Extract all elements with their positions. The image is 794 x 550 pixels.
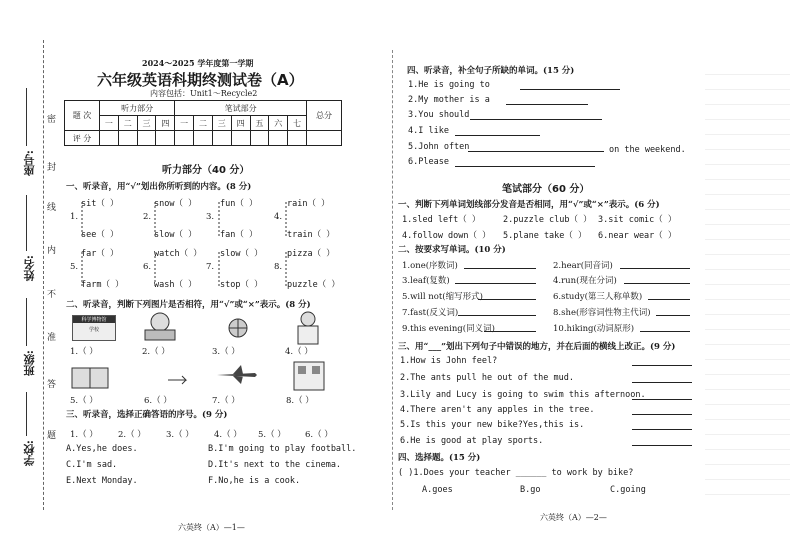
q4-blank[interactable] — [468, 151, 604, 152]
q1-option[interactable]: wash（ ） — [154, 280, 197, 290]
q1-option[interactable]: fun（ ） — [220, 199, 258, 209]
q1-option[interactable]: see（ ） — [81, 230, 119, 240]
score-cell[interactable] — [231, 131, 250, 146]
q3-option: C.I'm sad. — [66, 460, 118, 470]
w3-item: 6.He is good at play sports. — [400, 436, 544, 446]
w4-question[interactable]: ( )1.Does your teacher ______ to work by bike? — [398, 468, 634, 478]
score-cell[interactable] — [137, 131, 156, 146]
q1-option[interactable]: watch（ ） — [154, 249, 202, 259]
q1-option[interactable]: stop（ ） — [220, 280, 263, 290]
w2-item: 7.fast(反义词) — [402, 308, 459, 318]
seal-char: 准 — [47, 333, 57, 343]
q1-option[interactable]: sit（ ） — [81, 199, 119, 209]
w3-instruction: 三、用“___”划出下列句子中错误的地方，并在后面的横线上改正。(9 分) — [398, 342, 676, 352]
museum-picture — [72, 315, 116, 341]
q1-option[interactable]: slow（ ） — [220, 249, 263, 259]
w4-option[interactable]: B.go — [520, 485, 541, 495]
q1-num: 7. — [206, 262, 215, 272]
seal-char: 不 — [47, 290, 57, 300]
w2-item: 5.will not(缩写形式) — [402, 292, 483, 302]
q3-blank[interactable]: 2.（ ） — [118, 430, 146, 440]
score-table-header: 题 次 — [65, 101, 100, 131]
q4-blank[interactable] — [470, 119, 602, 120]
q3-blank[interactable]: 3.（ ） — [166, 430, 194, 440]
building-picture — [292, 360, 326, 392]
col-num: 一 — [100, 116, 119, 131]
w2-item: 1.one(序数词) — [402, 261, 458, 271]
seal-char: 封 — [47, 163, 57, 173]
q2-answer[interactable]: 1.（ ） — [70, 347, 98, 357]
q4-blank[interactable] — [455, 135, 540, 136]
school-line — [26, 392, 27, 436]
q2-instruction: 二、听录音，判断下列图片是否相符，用“√”或“×”表示。(8 分) — [66, 300, 311, 310]
w2-blank[interactable] — [640, 331, 690, 332]
seal-line — [43, 40, 44, 510]
class-label: 班级: — [23, 350, 36, 377]
school-label: 学校: — [23, 440, 36, 467]
listening-section-title: 听力部分（40 分） — [162, 165, 250, 176]
col-num: 五 — [250, 116, 269, 131]
w2-blank[interactable] — [648, 299, 690, 300]
term-line: 2024～2025 学年度第一学期 — [142, 58, 254, 68]
col-num: 四 — [231, 116, 250, 131]
q4-blank[interactable] — [520, 89, 620, 90]
q1-option[interactable]: far（ ） — [81, 249, 119, 259]
ball-picture — [226, 316, 250, 340]
q1-num: 2. — [143, 212, 152, 222]
q3-option: D.It's next to the cinema. — [208, 460, 342, 470]
seal-char: 密 — [47, 115, 57, 125]
w3-item: 2.The ants pull he out of the mud. — [400, 373, 574, 383]
q1-option[interactable]: train（ ） — [287, 230, 335, 240]
writing-header: 笔试部分 — [175, 101, 307, 116]
q4-item: 6.Please — [408, 157, 449, 167]
q4-item: 3.You should — [408, 110, 470, 120]
name-line — [26, 195, 27, 251]
score-cell[interactable] — [288, 131, 307, 146]
q1-option[interactable]: farm（ ） — [81, 280, 124, 290]
w2-blank[interactable] — [478, 299, 536, 300]
q1-num: 5. — [70, 262, 79, 272]
q3-blank[interactable]: 6.（ ） — [305, 430, 333, 440]
seat-label: 座号: — [23, 150, 36, 177]
w1-item[interactable]: 5.plane take（ ） — [503, 231, 587, 241]
col-num: 二 — [194, 116, 213, 131]
w2-item: 8.she(形容词性物主代词) — [553, 308, 651, 318]
hand-picture — [166, 372, 190, 388]
seal-char: 线 — [47, 203, 57, 213]
q2-answer[interactable]: 3.（ ） — [212, 347, 240, 357]
q1-num: 1. — [70, 212, 79, 222]
col-num: 三 — [137, 116, 156, 131]
total-header: 总分 — [307, 101, 342, 131]
w2-instruction: 二、按要求写单词。(10 分) — [398, 245, 506, 255]
w2-item: 10.hiking(动词原形) — [553, 324, 635, 334]
sick-boy-picture — [140, 310, 180, 342]
col-num: 三 — [212, 116, 231, 131]
q2-answer[interactable]: 2.（ ） — [142, 347, 170, 357]
reading-picture — [70, 362, 110, 392]
seal-char: 答 — [47, 380, 57, 390]
q4-item: 5.John often — [408, 142, 470, 152]
w2-item: 2.hear(同音词) — [553, 261, 613, 271]
score-cell[interactable] — [250, 131, 269, 146]
col-num: 七 — [288, 116, 307, 131]
listening-header: 听力部分 — [100, 101, 175, 116]
w4-instruction: 四、选择题。(15 分) — [398, 453, 481, 463]
score-cell[interactable] — [100, 131, 119, 146]
w3-item: 5.Is this your new bike?Yes,this is. — [400, 420, 585, 430]
q4-item-end: on the weekend. — [609, 145, 686, 155]
q1-option[interactable]: pizza（ ） — [287, 249, 335, 259]
w3-item: 3.Lily and Lucy is going to swim this afternoon. — [400, 390, 646, 400]
w3-blank[interactable] — [632, 399, 692, 400]
q1-instruction: 一、听录音，用“√”划出你所听到的内容。(8 分) — [66, 182, 252, 192]
bleed-through — [705, 60, 790, 500]
w3-blank[interactable] — [632, 365, 692, 366]
col-num: 四 — [156, 116, 175, 131]
w1-item[interactable]: 4.follow down（ ） — [402, 231, 491, 241]
q1-option[interactable]: fan（ ） — [220, 230, 258, 240]
school-sign: 学校 — [88, 327, 99, 333]
q1-option[interactable]: slow（ ） — [154, 230, 197, 240]
q1-num: 8. — [274, 262, 283, 272]
class-line — [26, 298, 27, 346]
q4-item: 2.My mother is a — [408, 95, 490, 105]
q2-answer[interactable]: 4.（ ） — [285, 347, 313, 357]
score-cell[interactable] — [269, 131, 288, 146]
w1-item[interactable]: 6.near wear（ ） — [598, 231, 677, 241]
q1-option[interactable]: puzzle（ ） — [287, 280, 340, 290]
w2-blank[interactable] — [656, 315, 690, 316]
q4-instruction: 四、听录音，补全句子所缺的单词。(15 分) — [407, 66, 575, 76]
q4-blank[interactable] — [506, 104, 588, 105]
score-cell[interactable] — [194, 131, 213, 146]
w3-item: 1.How is John feel? — [400, 356, 498, 366]
exam-content: 内容包括：Unit1～Recycle2 — [150, 89, 258, 98]
w3-blank[interactable] — [632, 414, 692, 415]
q4-item: 1.He is going to — [408, 80, 490, 90]
q3-option: F.No,he is a cook. — [208, 476, 301, 486]
w3-blank[interactable] — [632, 445, 692, 446]
name-label: 姓名: — [23, 255, 36, 282]
q1-num: 3. — [206, 212, 215, 222]
page-footer-1: 六英终（A）—1— — [178, 523, 245, 532]
seat-line — [26, 88, 27, 146]
w4-option[interactable]: A.goes — [422, 485, 453, 495]
w1-item[interactable]: 2.puzzle club（ ） — [503, 215, 592, 225]
w2-blank[interactable] — [620, 268, 690, 269]
w2-blank[interactable] — [464, 268, 536, 269]
w2-item: 3.leaf(复数) — [402, 276, 450, 286]
q2-answer[interactable]: 5.（ ） — [70, 396, 98, 406]
w3-blank[interactable] — [632, 429, 692, 430]
q4-blank[interactable] — [455, 166, 595, 167]
w2-blank[interactable] — [458, 315, 536, 316]
score-cell[interactable] — [212, 131, 231, 146]
score-cell[interactable] — [118, 131, 137, 146]
q3-option: E.Next Monday. — [66, 476, 138, 486]
q4-item: 4.I like — [408, 126, 449, 136]
score-table — [64, 100, 342, 146]
q2-answer[interactable]: 8.（ ） — [286, 396, 314, 406]
plane-picture — [215, 363, 259, 385]
w1-item[interactable]: 1.sled left（ ） — [402, 215, 481, 225]
seal-char: 题 — [47, 431, 57, 441]
q3-option: B.I'm going to play football. — [208, 444, 357, 454]
q1-num: 6. — [143, 262, 152, 272]
w1-instruction: 一、判断下列单词划线部分发音是否相同，用“√”或“×”表示。(6 分) — [398, 200, 660, 210]
w2-item: 4.run(现在分词) — [553, 276, 617, 286]
exam-title: 六年级英语科期终测试卷（A） — [97, 71, 304, 89]
w2-blank[interactable] — [455, 283, 536, 284]
score-row-label: 评 分 — [65, 131, 100, 146]
writing-section-title: 笔试部分（60 分） — [502, 184, 590, 195]
col-num: 二 — [118, 116, 137, 131]
doctor-picture — [292, 310, 324, 346]
museum-sign: 科学博物馆 — [73, 316, 115, 323]
q3-blank[interactable]: 1.（ ） — [70, 430, 98, 440]
w3-item: 4.There aren't any apples in the tree. — [400, 405, 595, 415]
binding-strip — [0, 0, 60, 550]
q3-blank[interactable]: 5.（ ） — [258, 430, 286, 440]
w2-blank[interactable] — [484, 331, 536, 332]
option-braces — [74, 196, 334, 296]
col-num: 一 — [175, 116, 194, 131]
w3-blank[interactable] — [632, 382, 692, 383]
page-footer-2: 六英终（A）—2— — [540, 513, 607, 522]
q1-num: 4. — [274, 212, 283, 222]
score-cell[interactable] — [175, 131, 194, 146]
w2-blank[interactable] — [624, 283, 690, 284]
w4-option[interactable]: C.going — [610, 485, 646, 495]
q1-option[interactable]: rain（ ） — [287, 199, 330, 209]
score-cell[interactable] — [307, 131, 342, 146]
q3-instruction: 三、听录音，选择正确答语的序号。(9 分) — [66, 410, 228, 420]
q3-blank[interactable]: 4.（ ） — [214, 430, 242, 440]
seal-char: 内 — [47, 246, 57, 256]
q2-answer[interactable]: 7.（ ） — [212, 396, 240, 406]
q2-answer[interactable]: 6.（ ） — [144, 396, 172, 406]
w2-item: 9.this evening(同义词) — [402, 324, 495, 334]
q1-option[interactable]: snow（ ） — [154, 199, 197, 209]
page-divider — [392, 50, 393, 510]
w2-item: 6.study(第三人称单数) — [553, 292, 643, 302]
col-num: 六 — [269, 116, 288, 131]
w1-item[interactable]: 3.sit comic（ ） — [598, 215, 677, 225]
score-cell[interactable] — [156, 131, 175, 146]
q3-option: A.Yes,he does. — [66, 444, 138, 454]
